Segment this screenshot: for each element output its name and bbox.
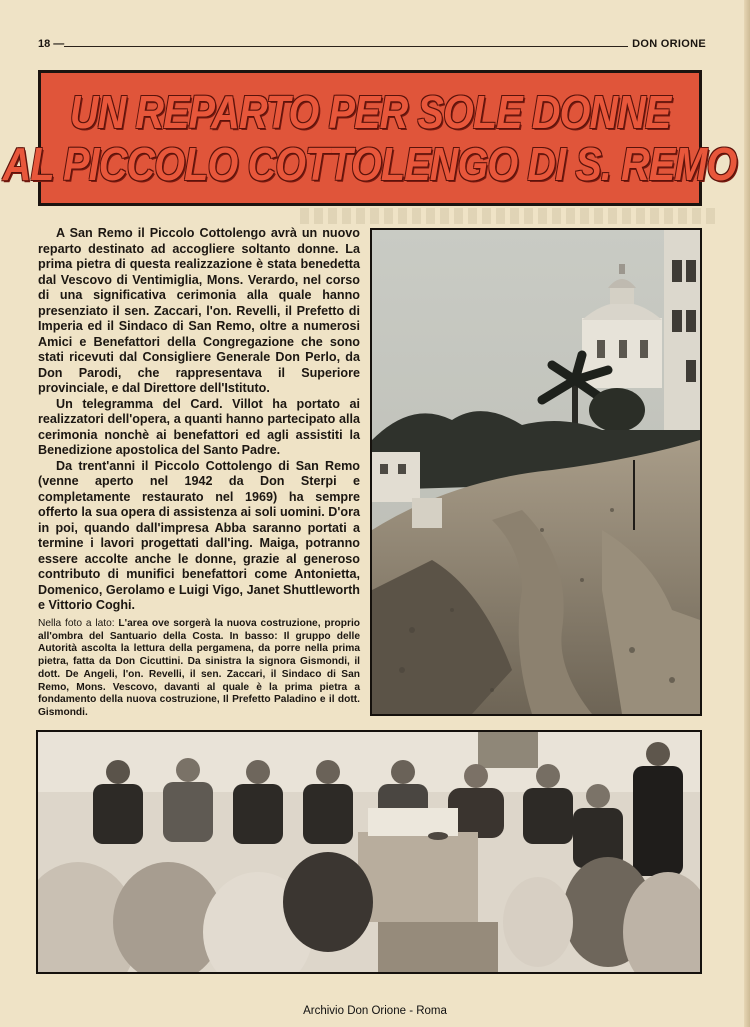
photo-caption [38, 618, 360, 720]
title-line-1: UN REPARTO PER SOLE DONNE [69, 86, 671, 138]
bleed-through-texture [300, 208, 720, 224]
title-banner [3, 70, 737, 206]
page-edge [744, 0, 750, 1027]
construction-site-illustration [372, 230, 700, 714]
page-header [38, 38, 706, 56]
caption-text: L'area ove sorgerà la nuova costruzione, proprio all'ombra del Santuario della Costa. In basso: Il gruppo delle Autorità ascolta la lettura della pergamena, da porre nella prima pietra, fatta da Don Cicuttini. Da sinistra la signora Gismondi, il dott. De Angeli, l'on. Revelli, il sen. Zaccari, il Sindaco di San Remo, Mons. Vescovo, davanti al quale è la prima pietra a fondamento della nuova costruzione, Il Prefetto Paladino e il dott. Gismondi. [38, 618, 361, 718]
header-rule [64, 46, 628, 47]
magazine-name: DON ORIONE [632, 38, 706, 50]
article-paragraph-1: A San Remo il Piccolo Cottolengo avrà un nuovo reparto destinato ad accogliere soltanto donne. La prima pietra di questa realizzazione è stata benedetta dal Vescovo di Ventimiglia, Mons. Verardo, nel corso di una significativa cerimonia alla quale hanno presenziato il sen. Zaccari, l'on. Revelli, il Prefetto di Imperia ed il Sindaco di San Remo, oltre a numerosi Amici e Benefattori della Congregazione che sono stati ricevuti dal Consigliere Generale Don Perlo, da Don Parodi, che rappresentava il Superiore provinciale, e dal Direttore dell'Istituto. [38, 226, 360, 395]
ceremony-illustration [38, 732, 700, 972]
archive-credit: Archivio Don Orione - Roma [303, 1005, 447, 1017]
article-paragraph-3: Da trent'anni il Piccolo Cottolengo di San Remo (venne aperto nel 1942 da Don Sterpi e completamente restaurato nel 1969) ha sempre offerto la sua opera di assistenza ai soli uomini. D'ora in poi, quando dall'impresa Abba saranno portati a termine i lavori progettati dall'ing. Maiga, potranno essere accolte anche le donne, grazie al generoso contributo di munifici benefattori come Antonietta, Domenico, Gerolamo e Luigi Vigo, Janet Shuttleworth e Vittorio Coghi. [38, 458, 360, 612]
ceremony-photo [36, 730, 702, 974]
page-number: 18 — [38, 38, 65, 50]
construction-site-photo [370, 228, 702, 716]
caption-lead: Nella foto a lato: [38, 618, 115, 629]
article-paragraph-2: Un telegramma del Card. Villot ha portato ai realizzatori dell'opera, a quanti hanno partecipato alla cerimonia nonchè ai benefattori ed agli assistiti la Benedizione apostolica del Santo Padre. [38, 396, 360, 457]
article-body [38, 226, 360, 614]
title-line-2: AL PICCOLO COTTOLENGO DI S. REMO [3, 138, 737, 190]
